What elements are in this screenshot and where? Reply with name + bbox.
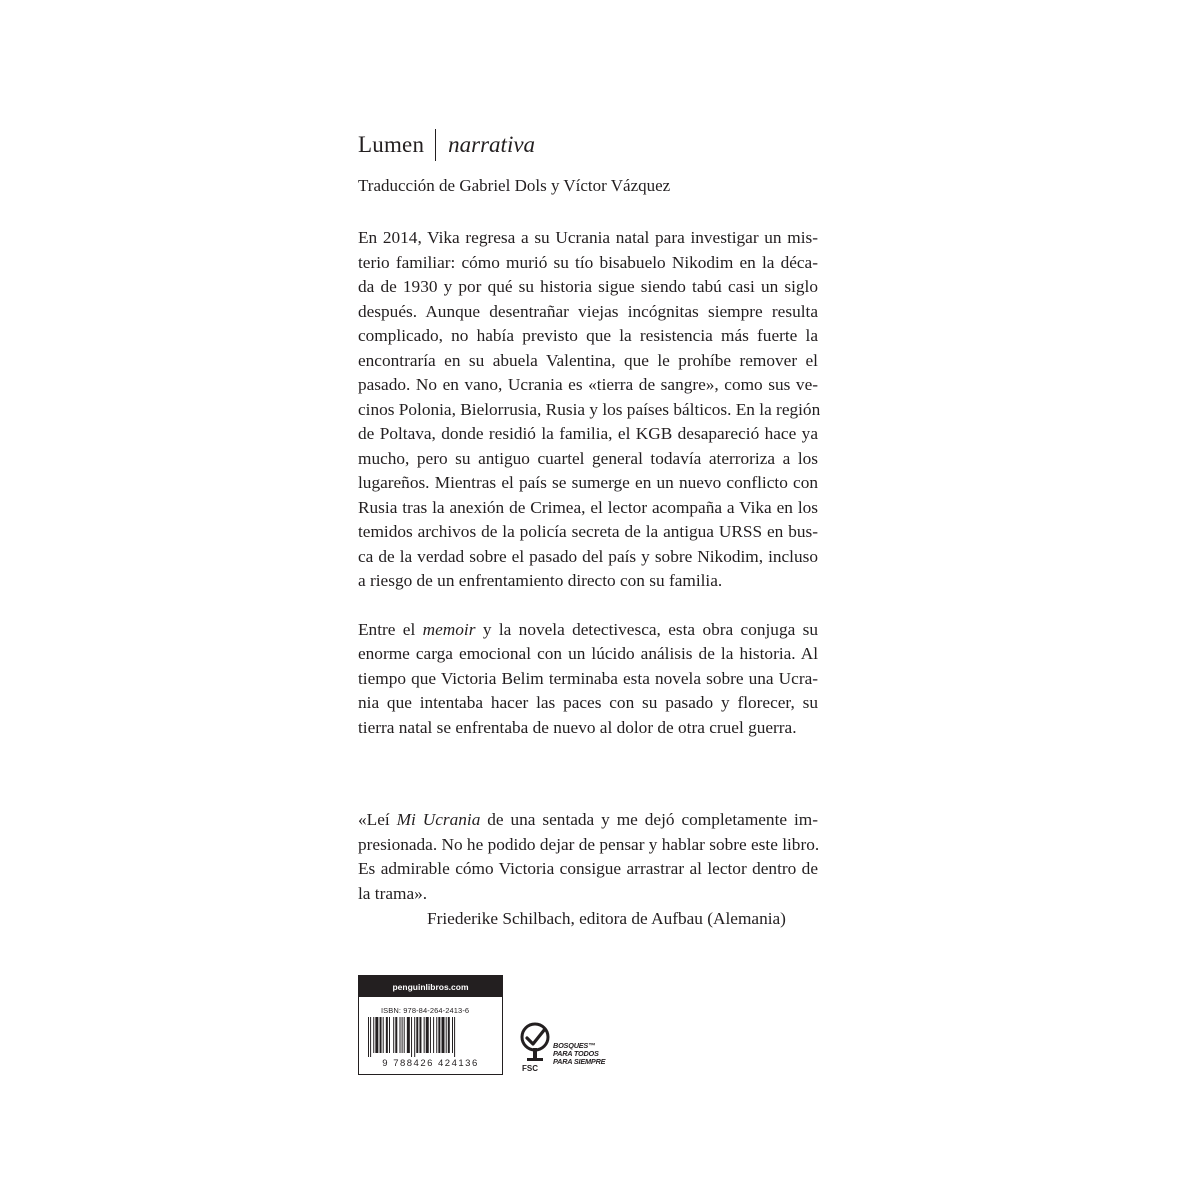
publisher-website: penguinlibros.com bbox=[359, 976, 502, 997]
text-line: Rusia tras la anexión de Crimea, el lector acompaña a Vika en los bbox=[358, 497, 818, 517]
imprint-name: Lumen bbox=[358, 132, 425, 157]
text-line: nia que intentaba hacer las paces con su pasado y florecer, su bbox=[358, 693, 818, 712]
barcode-icon bbox=[365, 1017, 496, 1057]
text-line: tiempo que Victoria Belim terminaba esta novela sobre una Ucra- bbox=[358, 668, 818, 688]
text-line: a riesgo de un enfrentamiento directo con su familia. bbox=[358, 571, 723, 590]
text-line: tierra natal se enfrentaba de nuevo al dolor de otra cruel guerra. bbox=[358, 717, 797, 737]
header-divider bbox=[435, 129, 436, 161]
fsc-slogan-line: PARA TODOS bbox=[553, 1049, 599, 1058]
text-line: enorme carga emocional con un lúcido análisis de la historia. Al bbox=[358, 644, 818, 663]
text-line bbox=[358, 618, 818, 643]
imprint-header bbox=[358, 128, 535, 162]
text-line bbox=[358, 808, 818, 833]
text-run: Entre el bbox=[358, 619, 423, 639]
text-line: después. Aunque desentrañar viejas incógnitas siempre resulta bbox=[358, 301, 818, 321]
text-run: de una sentada y me dejó completamente im- bbox=[480, 810, 818, 829]
synopsis bbox=[358, 226, 821, 740]
fsc-label: FSC bbox=[522, 1064, 538, 1073]
quote-attribution: Friederike Schilbach, editora de Aufbau (Alemania) bbox=[427, 909, 786, 928]
text-line: de Poltava, donde residió la familia, el KGB desapareció hace ya bbox=[358, 424, 818, 443]
text-line: presionada. No he podido dejar de pensar y hablar sobre este libro. bbox=[358, 834, 820, 854]
text-line: temidos archivos de la policía secreta de la antigua URSS en bus- bbox=[358, 522, 818, 541]
fsc-slogan-line: BOSQUES™ bbox=[553, 1041, 596, 1050]
text-run: «Leí bbox=[358, 810, 397, 829]
text-line: En 2014, Vika regresa a su Ucrania natal para investigar un mis- bbox=[358, 228, 818, 247]
text-line: mucho, pero su antiguo cuartel general todavía aterroriza a los bbox=[358, 448, 818, 468]
text-line: pasado. No en vano, Ucrania es «tierra de sangre», como sus ve- bbox=[358, 375, 818, 394]
fsc-slogan bbox=[553, 1042, 605, 1066]
translation-credit: Traducción de Gabriel Dols y Víctor Vázquez bbox=[358, 176, 671, 195]
text-run: y la novela detectivesca, esta obra conjuga su bbox=[475, 619, 818, 639]
text-line: Es admirable cómo Victoria consigue arrastrar al lector dentro de bbox=[358, 859, 818, 878]
text-line: la trama». bbox=[358, 883, 428, 903]
fsc-logo bbox=[518, 1016, 628, 1076]
synopsis-paragraph-2 bbox=[358, 618, 818, 741]
fsc-slogan-line: PARA SIEMPRE bbox=[553, 1057, 606, 1066]
synopsis-paragraph-1 bbox=[358, 226, 821, 594]
collection-name: narrativa bbox=[448, 132, 536, 157]
isbn-label: ISBN: 978-84-264-2413-6 bbox=[381, 1006, 470, 1015]
fsc-tree-check-icon bbox=[518, 1018, 552, 1064]
text-line: lugareños. Mientras el país se sumerge en un nuevo conflicto con bbox=[358, 473, 818, 492]
barcode-digits: 9 788426 424136 bbox=[382, 1058, 479, 1069]
italic-title: Mi Ucrania bbox=[396, 810, 481, 829]
text-line: ca de la verdad sobre el pasado del país y sobre Nikodim, incluso bbox=[358, 546, 818, 566]
text-line: cinos Polonia, Bielorrusia, Rusia y los países bálticos. En la región bbox=[358, 399, 821, 419]
text-line: complicado, no había previsto que la resistencia más fuerte la bbox=[358, 326, 818, 345]
isbn-barcode-box bbox=[358, 975, 503, 1075]
review-quote bbox=[358, 808, 818, 932]
text-line: encontraría en su abuela Valentina, que le prohíbe remover el bbox=[358, 350, 818, 370]
text-line: terio familiar: cómo murió su tío bisabuelo Nikodim en la déca- bbox=[358, 252, 818, 272]
italic-title: memoir bbox=[422, 619, 476, 639]
text-line: da de 1930 y por qué su historia sigue siendo tabú casi un siglo bbox=[358, 277, 818, 296]
